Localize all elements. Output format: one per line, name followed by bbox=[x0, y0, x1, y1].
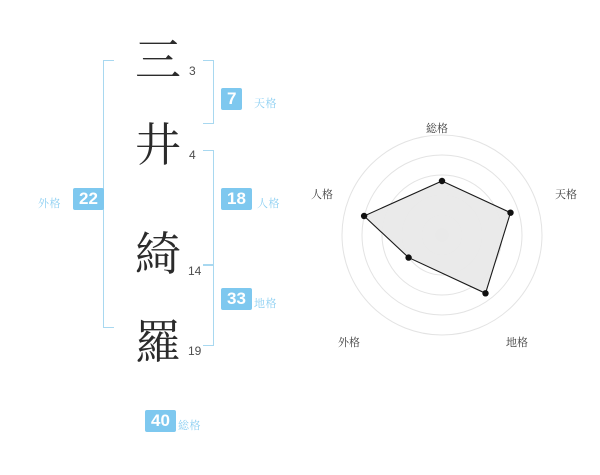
radar-axis-label-bottom-right: 地格 bbox=[506, 337, 528, 349]
score-badge-tenkaku: 7 bbox=[221, 88, 242, 110]
score-label-tenkaku: 天格 bbox=[254, 98, 277, 110]
radar-axis-label-bottom-left: 外格 bbox=[338, 337, 360, 349]
score-label-chikaku: 地格 bbox=[254, 298, 277, 310]
kanji-3: 綺 bbox=[135, 229, 181, 280]
kanji-4-strokes: 19 bbox=[188, 344, 202, 358]
score-badge-chikaku: 33 bbox=[221, 288, 252, 310]
radar-axis-label-left: 人格 bbox=[311, 189, 333, 201]
score-badge-jinkaku: 18 bbox=[221, 188, 252, 210]
score-badge-total: 40 bbox=[145, 410, 176, 432]
kanji-1-strokes: 3 bbox=[189, 64, 196, 78]
jinkaku-bracket bbox=[203, 150, 214, 266]
tenkaku-bracket bbox=[203, 60, 214, 124]
score-badge-outer: 22 bbox=[73, 188, 104, 210]
score-label-outer: 外格 bbox=[38, 198, 61, 210]
kanji-4: 羅 bbox=[135, 317, 181, 368]
kanji-2: 井 bbox=[135, 120, 181, 171]
radar-chart-svg bbox=[300, 0, 600, 470]
name-stroke-diagram bbox=[0, 0, 300, 470]
radar-chart bbox=[300, 0, 600, 470]
kanji-2-strokes: 4 bbox=[189, 148, 196, 162]
kanji-3-strokes: 14 bbox=[188, 264, 202, 278]
kanji-1: 三 bbox=[135, 35, 181, 86]
radar-axis-label-right: 天格 bbox=[555, 189, 577, 201]
outer-bracket-left bbox=[103, 60, 114, 328]
radar-axis-label-top: 総格 bbox=[426, 123, 448, 135]
chikaku-bracket bbox=[203, 264, 214, 346]
score-label-total: 総格 bbox=[178, 420, 201, 432]
score-label-jinkaku: 人格 bbox=[257, 198, 280, 210]
